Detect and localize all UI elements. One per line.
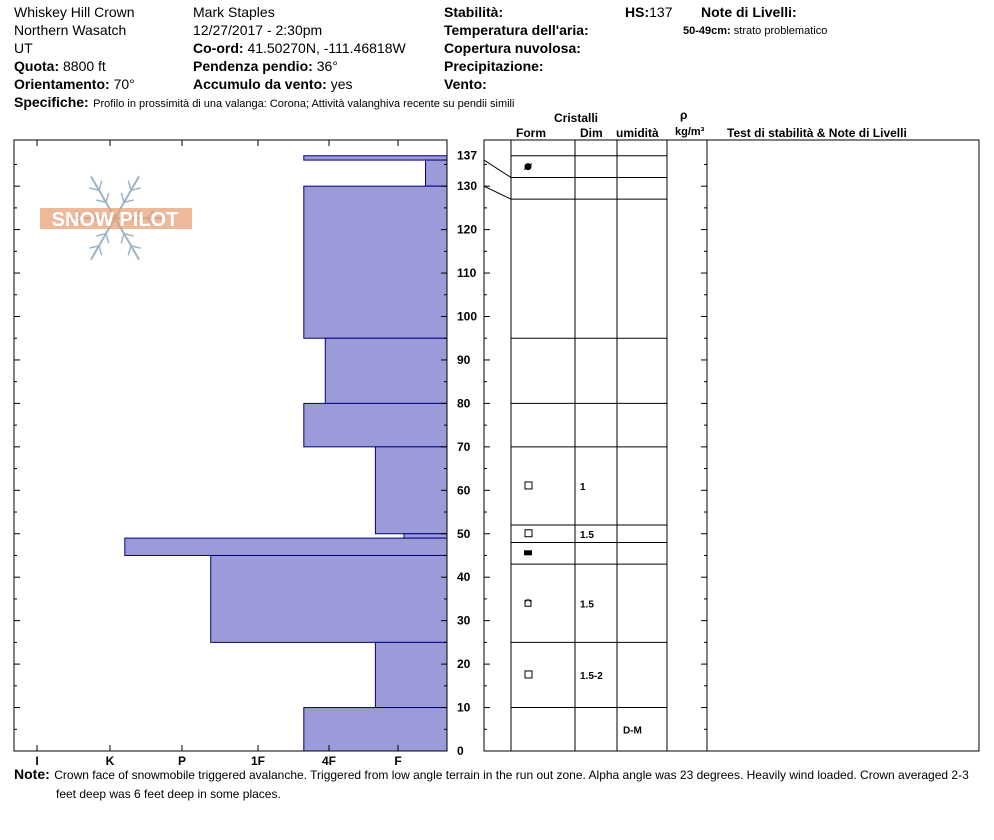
rho-symbol: ρ xyxy=(680,108,688,122)
slope-value: 36° xyxy=(316,58,338,74)
hardness-bar xyxy=(304,708,447,751)
hardness-bar xyxy=(304,403,447,446)
hardness-bar xyxy=(375,447,447,534)
height-tick-label: 20 xyxy=(457,657,471,672)
hardness-bar xyxy=(404,534,447,538)
sky-cover-label: Copertura nuvolosa: xyxy=(444,40,581,56)
crystal-size-label: 1.5-2 xyxy=(580,670,603,682)
size-header: Dim xyxy=(580,126,603,140)
layer-notes-label: Note di Livelli: xyxy=(701,4,797,20)
snowpilot-logo-text: SNOW PILOT xyxy=(51,209,179,231)
snowflake-branch xyxy=(121,193,124,203)
height-tick-label: 130 xyxy=(457,179,478,194)
snowpilot-logo xyxy=(40,176,192,259)
snowflake-branch xyxy=(128,181,131,191)
hardness-bar xyxy=(375,642,447,707)
height-tick-label: 30 xyxy=(457,613,471,628)
state: UT xyxy=(14,40,33,56)
snowflake-branch xyxy=(99,181,102,191)
snowflake-branch xyxy=(99,246,102,256)
specifics-label: Specifiche: xyxy=(14,94,89,110)
height-tick-label: 100 xyxy=(457,309,478,324)
precipitation-label: Precipitazione: xyxy=(444,58,544,74)
note-label: Note: xyxy=(14,766,50,782)
elevation-label: Quota: xyxy=(14,58,60,74)
mountain-range: Northern Wasatch xyxy=(14,22,127,38)
snowflake-branch xyxy=(121,234,124,244)
snowflake-branch xyxy=(106,193,109,203)
hardness-tick-label: P xyxy=(177,754,187,768)
wind-loading-value: yes xyxy=(330,76,353,92)
hardness-bar xyxy=(125,538,447,555)
table-frame xyxy=(484,140,979,751)
observation-datetime: 12/27/2017 - 2:30pm xyxy=(193,22,323,38)
crystal-size-label: 1.5 xyxy=(580,599,594,611)
hardness-bar xyxy=(426,160,447,186)
air-temp-label: Temperatura dell'aria: xyxy=(444,22,589,38)
wind-loading-label: Accumulo da vento: xyxy=(193,76,327,92)
coord-value: 41.50270N, -111.46818W xyxy=(247,40,406,56)
hardness-bar xyxy=(325,338,447,403)
layer-connector xyxy=(484,160,511,177)
elevation-value: 8800 ft xyxy=(63,58,106,74)
coord-label: Co-ord: xyxy=(193,40,244,56)
stability-tests-header: Test di stabilità & Note di Livelli xyxy=(727,126,907,140)
crystal-size-label: 1 xyxy=(580,481,586,493)
snowflake-branch xyxy=(106,234,109,244)
density-unit: kg/m³ xyxy=(675,126,705,138)
hardness-tick-label: 4F xyxy=(321,754,337,768)
height-tick-label: 50 xyxy=(457,526,471,541)
height-tick-label: 10 xyxy=(457,700,471,715)
wind-label: Vento: xyxy=(444,76,487,92)
moisture-label: D-M xyxy=(623,725,642,737)
observer-name: Mark Staples xyxy=(193,4,275,20)
height-tick-label: 0 xyxy=(457,744,464,758)
layer-note-depth: 50-49cm: xyxy=(683,25,731,37)
stability-label: Stabilità: xyxy=(444,4,504,20)
hardness-bar xyxy=(304,186,447,338)
footer-note xyxy=(14,766,969,784)
slope-label: Pendenza pendio: xyxy=(193,58,313,74)
hardness-tick-label: I xyxy=(35,754,39,768)
height-tick-label: 70 xyxy=(457,439,471,454)
height-tick-label: 137 xyxy=(457,148,478,163)
layer-connector xyxy=(484,186,511,199)
faceted-crystal-icon xyxy=(525,530,532,537)
snowflake-branch xyxy=(128,246,131,256)
height-tick-label: 90 xyxy=(457,352,471,367)
note-line-2: feet deep was 6 feet deep in some places. xyxy=(56,787,281,801)
faceted-crystal-icon xyxy=(525,482,532,489)
height-tick-label: 120 xyxy=(457,222,478,237)
height-tick-label: 110 xyxy=(457,266,477,281)
specifics-text: Profilo in prossimità di una valanga: Corona; Attività valanghiva recente su pendii simili xyxy=(93,98,515,110)
aspect-label: Orientamento: xyxy=(14,76,110,92)
crust-icon xyxy=(524,550,532,555)
hardness-bar xyxy=(304,156,447,160)
layer-table xyxy=(484,140,979,751)
moisture-header: umidità xyxy=(616,126,659,140)
height-tick-label: 60 xyxy=(457,483,471,498)
hardness-tick-label: K xyxy=(105,754,115,768)
crystal-size-label: 1.5 xyxy=(580,529,594,541)
hs-label: HS: xyxy=(625,4,650,20)
hardness-tick-label: 1F xyxy=(250,754,266,768)
hs-value: 137 xyxy=(649,4,673,20)
height-tick-label: 80 xyxy=(457,396,471,411)
height-tick-label: 40 xyxy=(457,570,471,585)
crystals-header: Cristalli xyxy=(554,111,599,125)
layer-note-text: strato problematico xyxy=(733,25,828,37)
location-name: Whiskey Hill Crown xyxy=(14,4,135,20)
hardness-tick-label: F xyxy=(394,754,402,768)
note-line-1: Crown face of snowmobile triggered avalanche. Triggered from low angle terrain in the run out zone. Alpha angle was 23 degrees. Heavily wind loaded. Crown averaged 2-3 xyxy=(54,768,969,782)
faceted-crystal-icon xyxy=(525,671,532,678)
hardness-bars xyxy=(125,156,447,751)
hardness-bar xyxy=(211,555,447,642)
aspect-value: 70° xyxy=(113,76,135,92)
form-header: Form xyxy=(516,126,546,140)
